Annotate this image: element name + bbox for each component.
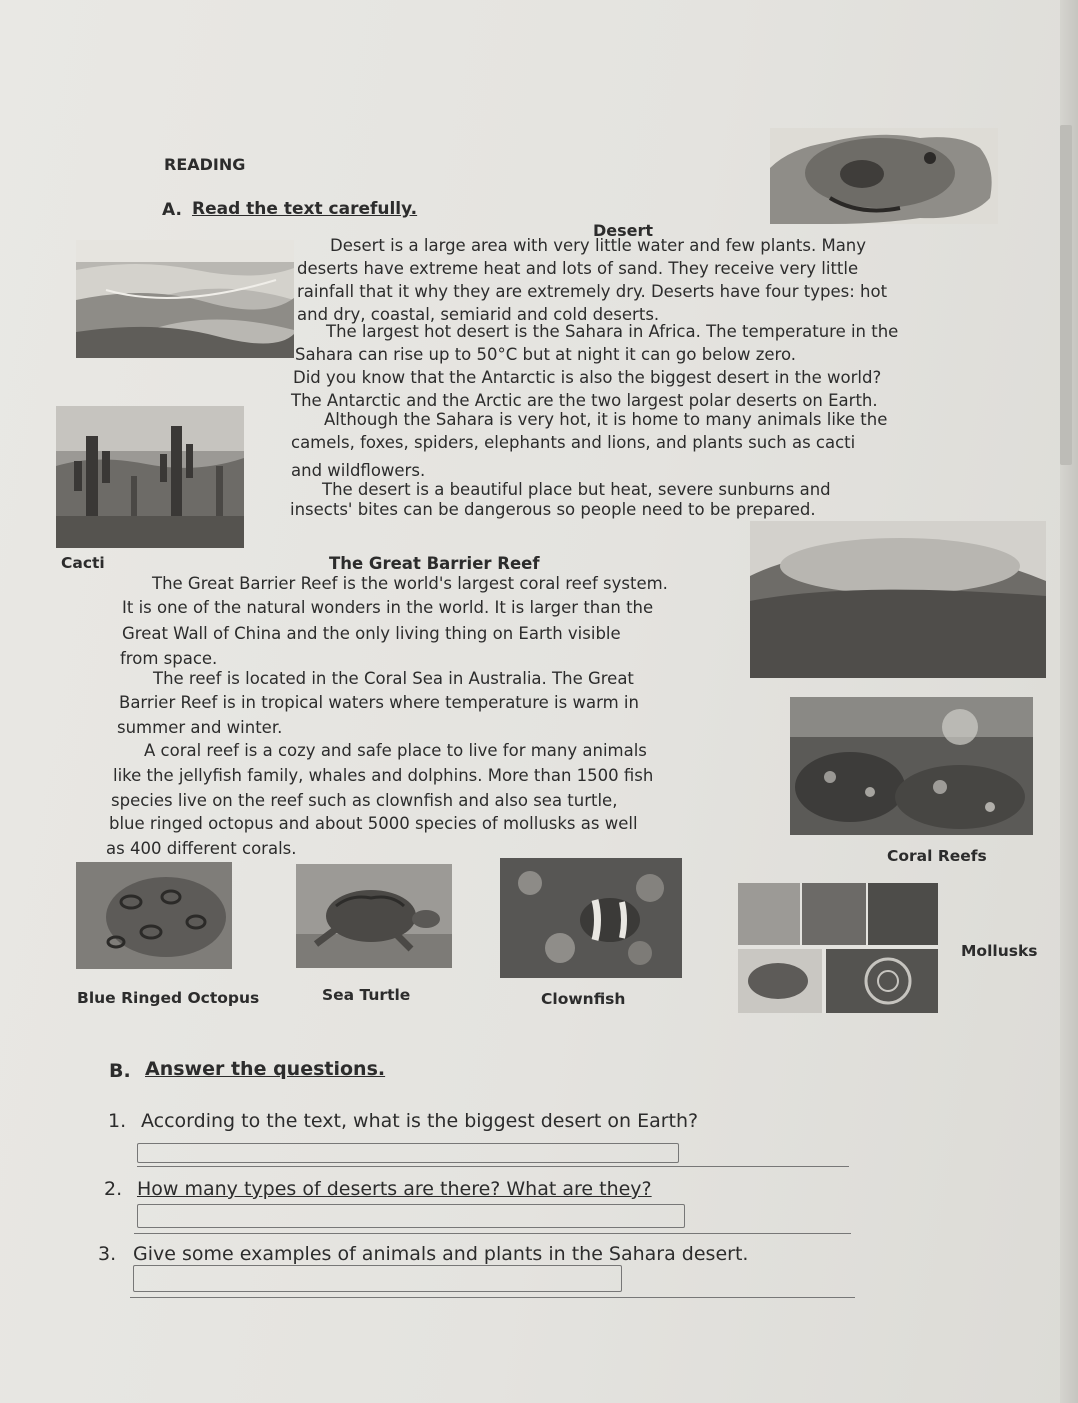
reef-line-5: The reef is located in the Coral Sea in Australia. The Great — [153, 669, 634, 688]
reef-line-10: species live on the reef such as clownfish and also sea turtle, — [111, 791, 618, 810]
question-2-number: 2. — [104, 1178, 123, 1200]
sea-turtle-caption: Sea Turtle — [322, 986, 411, 1004]
coral-reefs-caption: Coral Reefs — [887, 847, 987, 865]
desert-line-11: and wildflowers. — [291, 461, 426, 480]
desert-line-6: Sahara can rise up to 50°C but at night it can go below zero. — [295, 345, 797, 364]
reef-line-2: It is one of the natural wonders in the world. It is larger than the — [122, 598, 654, 617]
cacti-caption: Cacti — [61, 554, 105, 572]
desert-line-10: camels, foxes, spiders, elephants and lions, and plants such as cacti — [291, 433, 856, 452]
question-1-number: 1. — [108, 1110, 127, 1132]
question-2-text: How many types of deserts are there? What are they? — [137, 1178, 652, 1200]
desert-line-12: The desert is a beautiful place but heat, severe sunburns and — [322, 480, 831, 499]
octopus-photo — [76, 862, 232, 969]
answer-3-line — [130, 1297, 855, 1298]
mollusks-photo — [738, 883, 938, 1013]
desert-line-4: and dry, coastal, semiarid and cold deserts. — [297, 305, 660, 324]
answer-2-line — [134, 1233, 851, 1234]
reef-line-9: like the jellyfish family, whales and dolphins. More than 1500 fish — [113, 766, 654, 785]
reef-line-1: The Great Barrier Reef is the world's largest coral reef system. — [152, 574, 668, 593]
mollusks-caption: Mollusks — [961, 942, 1038, 960]
heading-reading: READING — [164, 155, 246, 174]
question-3-number: 3. — [98, 1243, 117, 1265]
question-3-text: Give some examples of animals and plants in the Sahara desert. — [133, 1243, 749, 1265]
reef-line-4: from space. — [120, 649, 218, 668]
reef-line-8: A coral reef is a cozy and safe place to live for many animals — [144, 741, 647, 760]
section-b-letter: B. — [109, 1060, 131, 1082]
cacti-photo — [56, 406, 244, 548]
coral-reef-photo — [790, 697, 1033, 835]
clownfish-caption: Clownfish — [541, 990, 626, 1008]
answer-2-box[interactable] — [137, 1204, 685, 1228]
answer-1-box[interactable] — [137, 1143, 679, 1163]
desert-line-5: The largest hot desert is the Sahara in Africa. The temperature in the — [326, 322, 899, 341]
reef-line-11: blue ringed octopus and about 5000 species of mollusks as well — [109, 814, 638, 833]
sea-turtle-photo — [296, 864, 452, 968]
desert-dunes-photo — [76, 240, 294, 358]
section-a-instruction: Read the text carefully. — [192, 199, 418, 219]
page-divider-tab — [1060, 125, 1072, 465]
reef-aerial-photo — [750, 521, 1046, 678]
camel-photo — [770, 128, 998, 224]
question-1-text: According to the text, what is the biggest desert on Earth? — [141, 1110, 699, 1132]
reef-line-3: Great Wall of China and the only living thing on Earth visible — [122, 624, 621, 643]
answer-3-box[interactable] — [133, 1265, 622, 1292]
octopus-caption: Blue Ringed Octopus — [77, 989, 260, 1007]
desert-line-2: deserts have extreme heat and lots of sand. They receive very little — [297, 259, 859, 278]
desert-line-3: rainfall that it why they are extremely dry. Deserts have four types: hot — [297, 282, 888, 301]
desert-line-1: Desert is a large area with very little water and few plants. Many — [330, 236, 867, 255]
desert-line-7: Did you know that the Antarctic is also the biggest desert in the world? — [293, 368, 882, 387]
desert-line-13: insects' bites can be dangerous so people need to be prepared. — [290, 500, 816, 519]
reef-title: The Great Barrier Reef — [329, 554, 540, 573]
reef-line-7: summer and winter. — [117, 718, 283, 737]
desert-line-9: Although the Sahara is very hot, it is home to many animals like the — [324, 410, 888, 429]
reef-line-12: as 400 different corals. — [106, 839, 297, 858]
clownfish-photo — [500, 858, 682, 978]
answer-1-line — [137, 1166, 849, 1167]
section-a-letter: A. — [162, 200, 182, 220]
section-b-instruction: Answer the questions. — [145, 1058, 386, 1080]
desert-line-8: The Antarctic and the Arctic are the two largest polar deserts on Earth. — [291, 391, 878, 410]
reef-line-6: Barrier Reef is in tropical waters where temperature is warm in — [119, 693, 639, 712]
desert-title: Desert — [593, 221, 654, 240]
